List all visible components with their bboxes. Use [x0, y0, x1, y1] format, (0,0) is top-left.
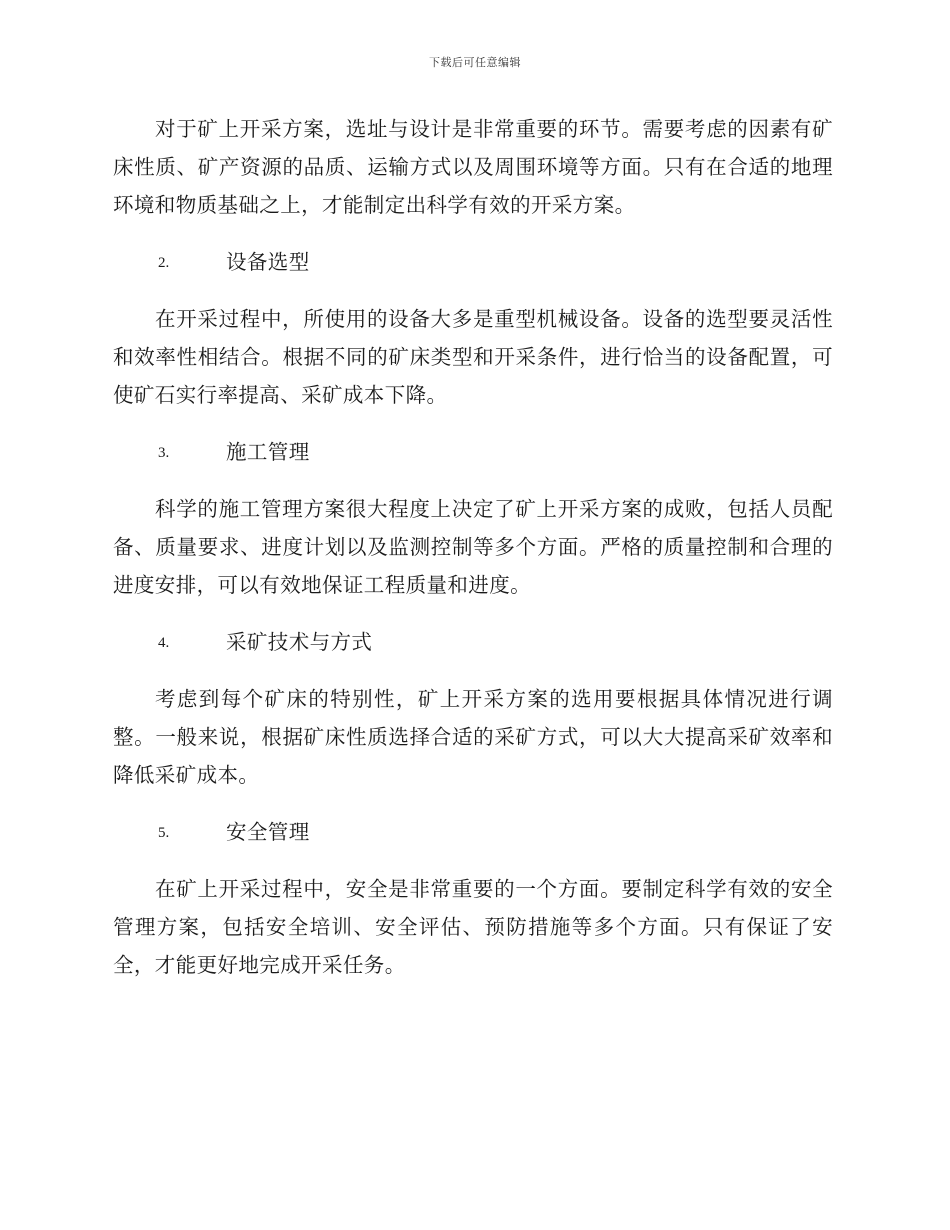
- section-title: 采矿技术与方式: [226, 630, 373, 654]
- document-body: [113, 110, 833, 1003]
- section-number: 5.: [158, 825, 170, 841]
- section-title: 安全管理: [226, 820, 310, 844]
- section-title: 设备选型: [226, 250, 310, 274]
- section-number: 4.: [158, 635, 170, 651]
- section-heading-equipment: [113, 243, 833, 281]
- paragraph-safety: 在矿上开采过程中，安全是非常重要的一个方面。要制定科学有效的安全管理方案，包括安全培训、安全评估、预防措施等多个方面。只有保证了安全，才能更好地完成开采任务。: [113, 877, 833, 977]
- paragraph-site-selection: 对于矿上开采方案，选址与设计是非常重要的环节。需要考虑的因素有矿床性质、矿产资源的品质、运输方式以及周围环境等方面。只有在合适的地理环境和物质基础之上，才能制定出科学有效的开采方案。: [113, 117, 833, 217]
- paragraph-mining-technique: 考虑到每个矿床的特别性，矿上开采方案的选用要根据具体情况进行调整。一般来说，根据矿床性质选择合适的采矿方式，可以大大提高采矿效率和降低采矿成本。: [113, 687, 833, 787]
- paragraph-construction: 科学的施工管理方案很大程度上决定了矿上开采方案的成败，包括人员配备、质量要求、进度计划以及监测控制等多个方面。严格的质量控制和合理的进度安排，可以有效地保证工程质量和进度。: [113, 497, 833, 597]
- paragraph-equipment: 在开采过程中，所使用的设备大多是重型机械设备。设备的选型要灵活性和效率性相结合。根据不同的矿床类型和开采条件，进行恰当的设备配置，可使矿石实行率提高、采矿成本下降。: [113, 307, 833, 407]
- section-number: 2.: [158, 255, 170, 271]
- section-heading-safety: [113, 813, 833, 851]
- section-title: 施工管理: [226, 440, 310, 464]
- section-heading-construction: [113, 433, 833, 471]
- section-number: 3.: [158, 445, 170, 461]
- header-note: 下载后可任意编辑: [429, 56, 521, 69]
- section-heading-mining-technique: [113, 623, 833, 661]
